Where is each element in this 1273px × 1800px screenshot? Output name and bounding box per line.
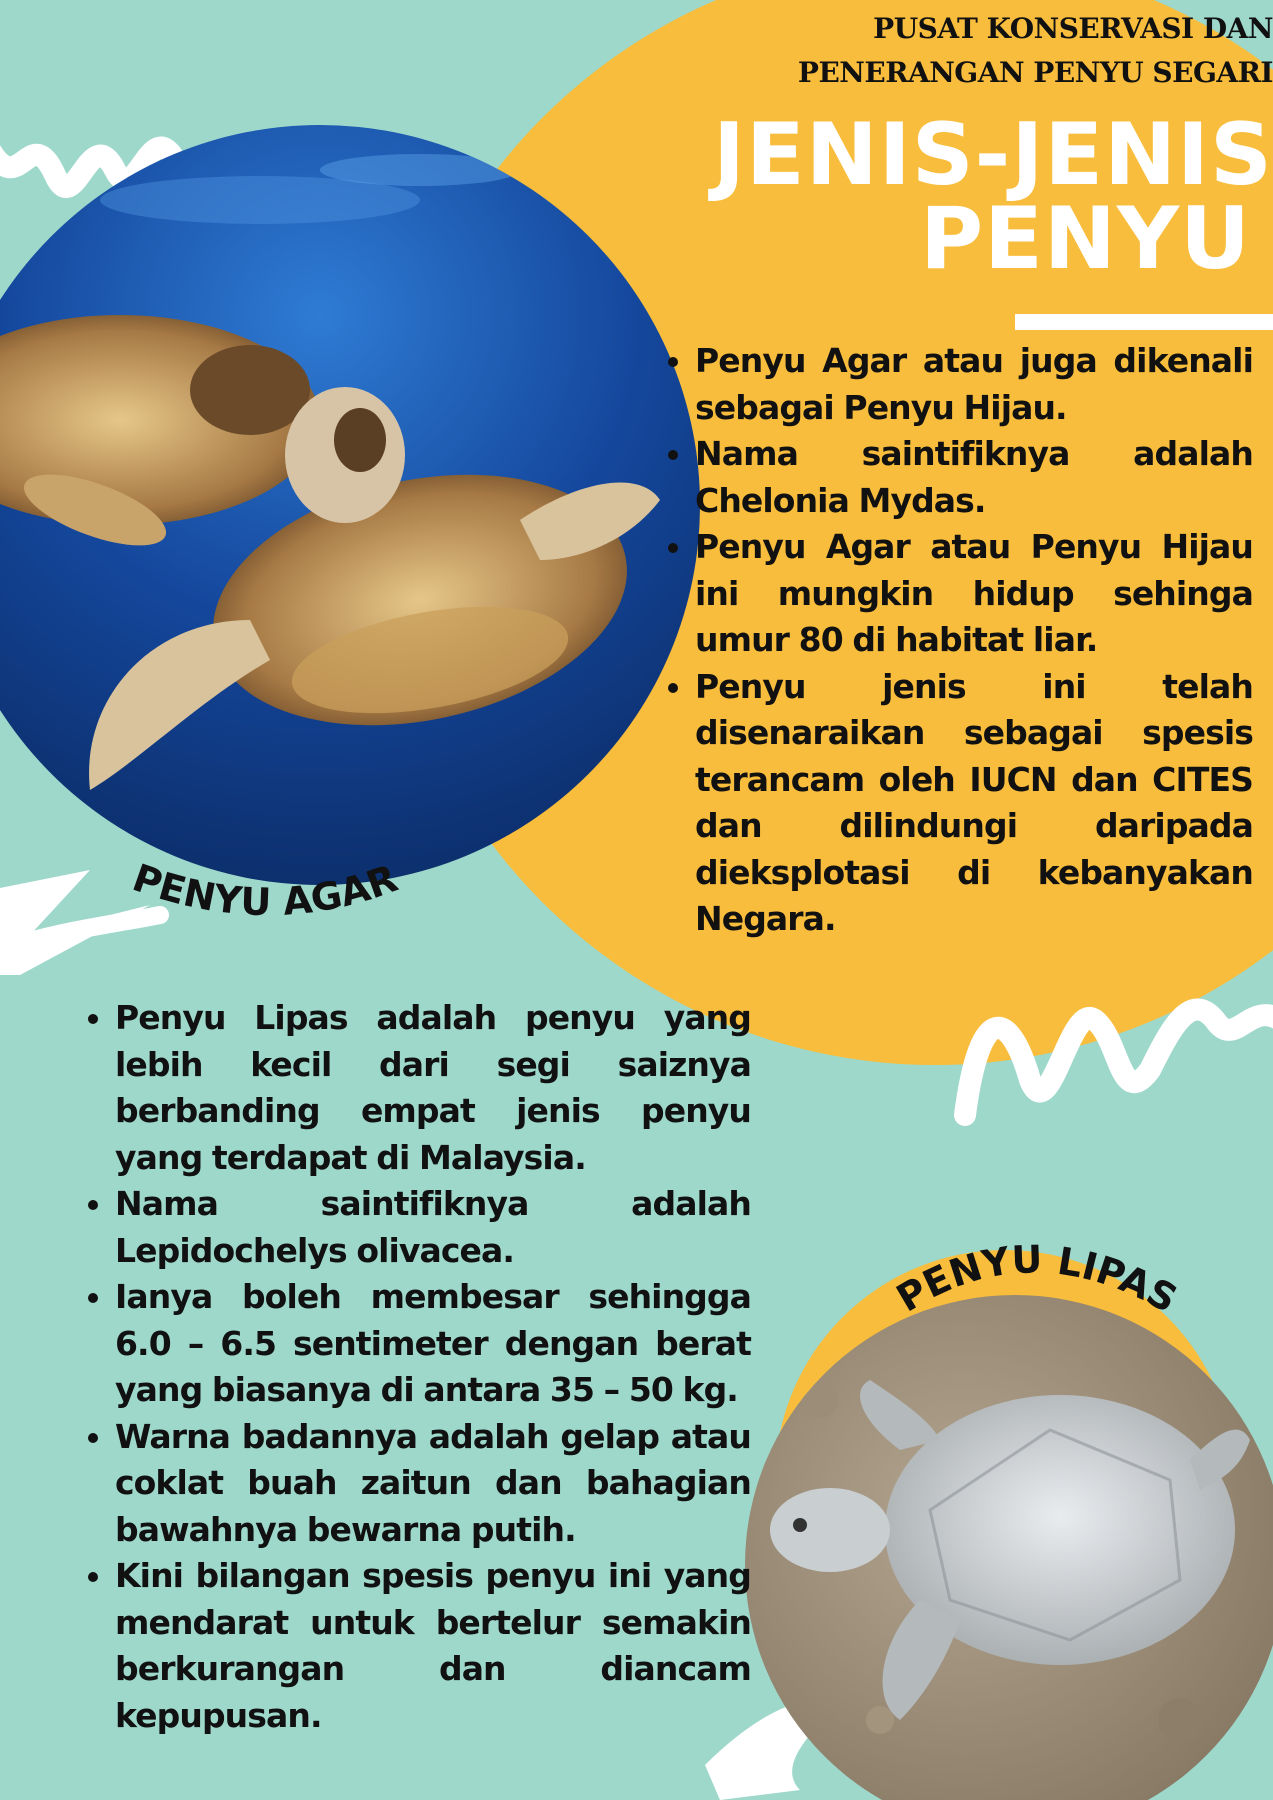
list-item: • Kini bilangan spesis penyu ini yang mendarat untuk bertelur semakin berkurangan dan diancam kepupusan. xyxy=(115,1553,751,1739)
list-item: • Warna badannya adalah gelap atau coklat buah zaitun dan bahagian bawahnya bewarna putih. xyxy=(115,1414,751,1554)
page-title-line1: JENIS-JENIS xyxy=(712,105,1273,205)
organization-name-line2: PENERANGAN PENYU SEGARI xyxy=(797,56,1273,89)
page-title-line2: PENYU xyxy=(920,189,1251,289)
list-item: • Nama saintifiknya adalah Chelonia Mydas. xyxy=(695,431,1253,524)
organization-name-line1: PUSAT KONSERVASI DAN xyxy=(873,12,1273,45)
penyu-agar-facts xyxy=(657,338,1253,943)
list-item: • Penyu Lipas adalah penyu yang lebih kecil dari segi saiznya berbanding empat jenis penyu yang terdapat di Malaysia. xyxy=(115,995,751,1181)
penyu-agar-label: PENYU AGAR xyxy=(127,855,404,925)
list-item: • Penyu jenis ini telah disenaraikan sebagai spesis terancam oleh IUCN dan CITES dan dilindungi daripada dieksplotasi di kebanyakan Negara. xyxy=(695,664,1253,943)
penyu-lipas-facts xyxy=(77,995,751,1739)
list-item: • Penyu Agar atau Penyu Hijau ini mungkin hidup sehinga umur 80 di habitat liar. xyxy=(695,524,1253,664)
list-item: • Penyu Agar atau juga dikenali sebagai Penyu Hijau. xyxy=(695,338,1253,431)
list-item: • Nama saintifiknya adalah Lepidochelys olivacea. xyxy=(115,1181,751,1274)
penyu-lipas-label: PENYU LIPAS xyxy=(889,1237,1185,1322)
list-item: • Ianya boleh membesar sehingga 6.0 – 6.5 sentimeter dengan berat yang biasanya di antara 35 – 50 kg. xyxy=(115,1274,751,1414)
